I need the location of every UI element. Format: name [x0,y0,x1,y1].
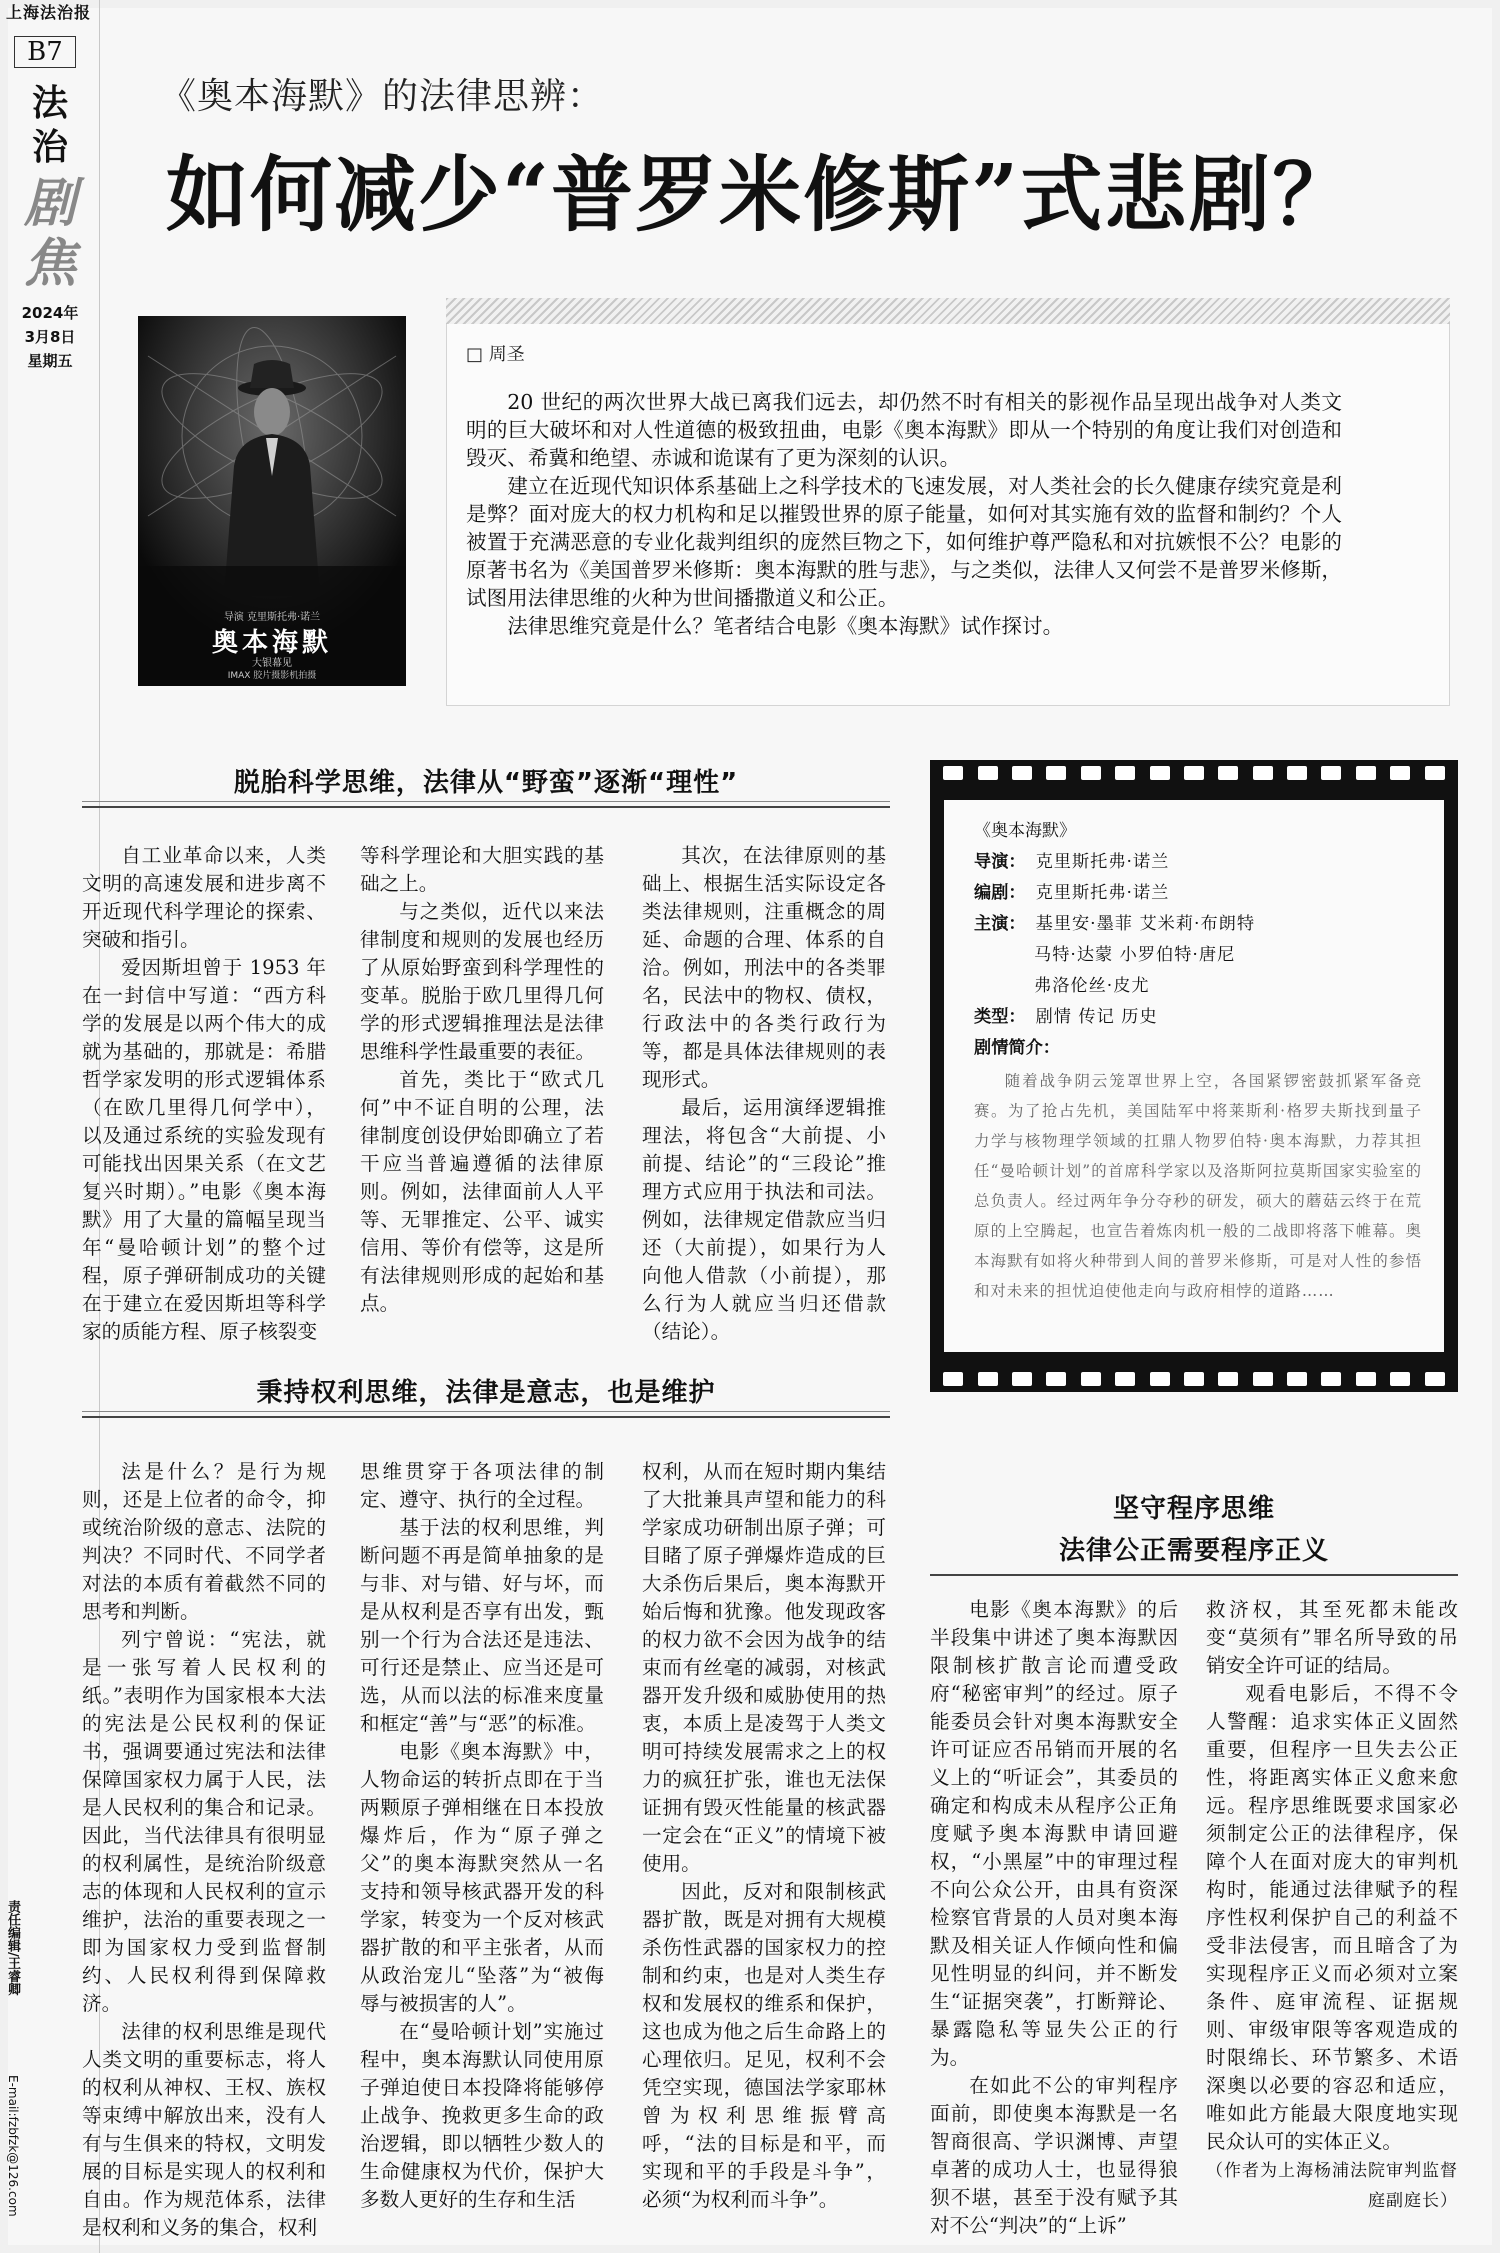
film-value: 克里斯托弗·诺兰 [1035,852,1170,872]
film-hole-icon [1218,1372,1238,1386]
section2-rule [82,1416,890,1418]
poster-director: 导演 克里斯托弗·诺兰 [223,612,321,623]
date-weekday: 星期五 [27,352,73,370]
film-hole-icon [1115,766,1135,780]
film-hole-icon [1390,766,1410,780]
film-hole-icon [978,1372,998,1386]
editor-email[interactable]: E-mail:fzbfzk@126.com [6,2075,20,2217]
synopsis-label: 剧情简介： [974,1038,1060,1058]
film-hole-icon [1356,1372,1376,1386]
film-hole-icon [943,766,963,780]
rail-char-4: 焦 [23,233,76,294]
paragraph: 电影《奥本海默》的后半段集中讲述了奥本海默因限制核扩散言论而遭受政府“秘密审判”的经过。原子能委员会针对奥本海默安全许可证应否吊销而开展的名义上的“听证会”，其委员的确定和构成未从程序公正角度赋予奥本海默申请回避权，“小黑屋”中的审理过程不向公众公开，由具有资深检察官背景的人员对奥本海默及相关证人作倾向性和偏见性明显的纠问，并不断发生“证据突袭”，打断辩论、暴露隐私等显失公正的行为。 [930,1598,1178,2069]
section2-header [82,1372,890,1412]
film-label: 导演： [974,852,1026,872]
film-hole-icon [1081,766,1101,780]
film-cast-line: 弗洛伦丝·皮尤 [1034,976,1150,996]
paragraph: 观看电影后，不得不令人警醒：追求实体正义固然重要，但程序一旦失去公正性，将距离实体正义愈来愈远。程序思维既要求国家必须制定公正的法律程序，保障个人在面对庞大的审判机构时，能通过法律赋予的程序性权利保护自己的利益不受非法侵害，而且暗含了为实现程序正义而必须对立案条件、庭审流程、证据规则、审级审限等客观造成的时限绵长、环节繁多、术语深奥以必要的容忍和适应，唯如此方能最大限度地实现民众认可的实体正义。 [1206,1682,1458,2153]
film-title: 《奥本海默》 [974,821,1076,841]
lead-paragraph: 20 世纪的两次世界大战已离我们远去，却仍然不时有相关的影视作品呈现出战争对人类文明的巨大破坏和对人性道德的极致扭曲，电影《奥本海默》即从一个特别的角度让我们对创造和毁灭、希冀和绝望、赤诚和诡谋有了更为深刻的认识。 [466,390,1342,470]
section2-title: 秉持权利思维，法律是意志，也是维护 [256,1378,716,1408]
film-hole-icon [1012,1372,1032,1386]
section1-title: 脱胎科学思维，法律从“野蛮”逐渐“理性” [233,768,739,798]
film-hole-icon [1321,1372,1341,1386]
paragraph: 最后，运用演绎逻辑推理法，将包含“大前提、小前提、结论”的“三段论”推理方式应用于执法和司法。例如，法律规定借款应当归还（大前提），如果行为人向他人借款（小前提），那么行为人就应当归还借款（结论）。 [642,1096,886,1343]
paragraph: 因此，反对和限制核武器扩散，既是对拥有大规模杀伤性武器的国家权力的控制和约束，也是对人类生存权和发展权的维系和保护，这也成为他之后生命路上的心理依归。足见，权利不会凭空实现，德国法学家耶林曾为权利思维振臂高呼，“法的目标是和平，而实现和平的手段是斗争”，必须“为权利而斗争”。 [642,1880,886,2211]
section3-column-1 [930,1596,1178,2240]
paragraph: 其次，在法律原则的基础上、根据生活实际设定各类法律规则，注重概念的周延、命题的合理、体系的自洽。例如，刑法中的各类罪名，民法中的物权、债权，行政法中的各类行政行为等，都是具体法律规则的表现形式。 [642,844,886,1091]
movie-poster [138,316,406,686]
film-hole-icon [1184,766,1204,780]
paragraph: 电影《奥本海默》中，人物命运的转折点即在于当两颗原子弹相继在日本投放爆炸后，作为“原子弹之父”的奥本海默突然从一名支持和领导核武器开发的科学家，转变为一个反对核武器扩散的和平主张者，从而从政治宠儿“坠落”为“被侮辱与被损害的人”。 [360,1740,604,2015]
synopsis-text: 随着战争阴云笼罩世界上空，各国紧锣密鼓抓紧军备竞赛。为了抢占先机，美国陆军中将莱斯利·格罗夫斯找到量子力学与核物理学领域的扛鼎人物罗伯特·奥本海默，力荐其担任“曼哈顿计划”的首席科学家以及洛斯阿拉莫斯国家实验室的总负责人。经过两年争分夺秒的研发，硕大的蘑菇云终于在荒原的上空腾起，也宣告着炼肉机一般的二战即将落下帷幕。奥本海默有如将火种带到人间的普罗米修斯，可是对人性的参悟和对未来的担忧迫使他走向与政府相悖的道路…… [974,1072,1422,1300]
paragraph: 思维贯穿于各项法律的制定、遵守、执行的全过程。 [360,1460,604,1511]
film-hole-icon [1356,766,1376,780]
paragraph: 法律的权利思维是现代人类文明的重要标志，将人的权利从神权、王权、族权等束缚中解放出来，没有人有与生俱来的特权，文明发展的目标是实现人的权利和自由。作为规范体系，法律是权利和义务的集合，权利 [82,2020,326,2239]
date-day: 3月8日 [24,328,76,346]
film-strip-holes-bottom [930,1366,1458,1392]
poster-format: IMAX 胶片摄影机拍摄 [227,671,317,681]
film-hole-icon [1081,1372,1101,1386]
rail-char-3: 剧 [23,173,76,234]
paragraph: 法是什么？是行为规则，还是上位者的命令，抑或统治阶级的意志、法院的判决？不同时代、不同学者对法的本质有着截然不同的思考和判断。 [82,1460,326,1623]
paragraph: 在“曼哈顿计划”实施过程中，奥本海默认同使用原子弹迫使日本投降将能够停止战争、挽救更多生命的政治逻辑，即以牺牲少数人的生命健康权为代价，保护大多数人更好的生存和生活 [360,2020,604,2211]
section1-column-3 [642,842,886,1346]
paragraph: 等科学理论和大胆实践的基础之上。 [360,844,604,895]
section3-title-line1: 坚守程序思维 [1112,1494,1275,1524]
film-info-content [944,800,1444,1352]
paragraph: 权利，从而在短时期内集结了大批兼具声望和能力的科学家成功研制出原子弹；可目睹了原子弹爆炸造成的巨大杀伤后果后，奥本海默开始后悔和犹豫。他发现政客的权力欲不会因为战争的结束而有丝毫的减弱，对核武器开发升级和威胁使用的热衷，本质上是凌驾于人类文明可持续发展需求之上的权力的疯狂扩张，谁也无法保证拥有毁灭性能量的核武器一定会在“正义”的情境下被使用。 [642,1460,886,1875]
lead-pattern-bar [446,298,1450,324]
section2-column-1 [82,1458,326,2242]
film-label: 类型： [974,1007,1026,1027]
film-hole-icon [1046,766,1066,780]
paragraph: 自工业革命以来，人类文明的高速发展和进步离不开近现代科学理论的探索、突破和指引。 [82,844,326,951]
film-info-row [974,847,1422,878]
film-hole-icon [978,766,998,780]
film-hole-icon [1150,766,1170,780]
paragraph: 首先，类比于“欧式几何”中不证自明的公理，法律制度创设伊始即确立了若干应当普遍遵循的法律原则。例如，法律面前人人平等、无罪推定、公平、诚实信用、等价有偿等，这是所有法律规则形成的起始和基点。 [360,1068,604,1315]
film-hole-icon [1390,1372,1410,1386]
film-strip-holes-top [930,760,1458,786]
film-info-box [930,760,1458,1392]
section3-title-line2: 法律公正需要程序正义 [1058,1536,1329,1566]
date-year: 2024年 [21,304,79,322]
kicker: 《奥本海默》的法律思辨： [160,76,605,117]
film-value: 基里安·墨菲 艾米莉·布朗特 [1035,914,1256,934]
paragraph: 与之类似，近代以来法律制度和规则的发展也经历了从原始野蛮到科学理性的变革。脱胎于欧几里得几何学的形式逻辑推理法是法律思维科学性最重要的表征。 [360,900,604,1063]
film-hole-icon [1012,766,1032,780]
film-hole-icon [1425,1372,1445,1386]
rail-char-2: 治 [31,126,68,168]
paragraph: 救济权，其至死都未能改变“莫须有”罪名所导致的吊销安全许可证的结局。 [1206,1598,1458,1677]
film-hole-icon [1046,1372,1066,1386]
film-value: 剧情 传记 历史 [1035,1007,1158,1027]
rail-char-1: 法 [31,82,68,124]
film-hole-icon [1253,766,1273,780]
film-hole-icon [1218,766,1238,780]
paragraph: 爱因斯坦曾于 1953 年在一封信中写道：“西方科学的发展是以两个伟大的成就为基础的，那就是：希腊哲学家发明的形式逻辑体系（在欧几里得几何学中），以及通过系统的实验发现有可能找出因果关系（在文艺复兴时期）。”电影《奥本海默》用了大量的篇幅呈现当年“曼哈顿计划”的整个过程，原子弹研制成功的关键在于建立在爱因斯坦等科学家的质能方程、原子核裂变 [82,956,326,1343]
lead-text [466,388,1342,640]
author-credit: （作者为上海杨浦法院审判监督庭副庭长） [1206,2161,1458,2211]
film-label: 主演： [974,914,1026,934]
lead-paragraph: 建立在近现代知识体系基础上之科学技术的飞速发展，对人类社会的长久健康存续究竟是利是弊？面对庞大的权力机构和足以摧毁世界的原子能量，如何对其实施有效的监督和制约？个人被置于充满恶意的专业化裁判组织的庞然巨物之下，如何维护尊严隐私和对抗嫉恨不公？电影的原著书名为《美国普罗米修斯：奥本海默的胜与悲》，与之类似，法律人又何尝不是普罗米修斯，试图用法律思维的火种为世间播撒道义和公正。 [466,474,1342,610]
section1-column-1 [82,842,326,1346]
paragraph: 列宁曾说：“宪法，就是一张写着人民权利的纸。”表明作为国家根本大法的宪法是公民权利的保证书，强调要通过宪法和法律保障国家权力属于人民，法是人民权利的集合和记录。因此，当代法律具有很明显的权利属性，是统治阶级意志的体现和人民权利的宣示维护，法治的重要表现之一即为国家权力受到监督制约、人民权利得到保障救济。 [82,1628,326,2015]
paragraph: 基于法的权利思维，判断问题不再是简单抽象的是与非、对与错、好与坏，而是从权利是否享有出发，甄别一个行为合法还是违法、可行还是禁止、应当还是可选，从而以法的标准来度量和框定“善”与“恶”的标准。 [360,1516,604,1735]
film-hole-icon [1425,766,1445,780]
film-hole-icon [1150,1372,1170,1386]
author-byline: □ 周圣 [466,344,525,365]
film-hole-icon [1321,766,1341,780]
editor-credit: 责任编辑/王睿卿 [5,1900,20,1996]
film-hole-icon [1115,1372,1135,1386]
film-info-row [974,878,1422,909]
section1-column-2 [360,842,604,1318]
section3-column-2 [1206,1596,1458,2216]
film-hole-icon [1287,1372,1307,1386]
film-hole-icon [1287,766,1307,780]
film-hole-icon [1184,1372,1204,1386]
section3-rule [930,1574,1458,1576]
section1-rule [82,806,890,808]
headline: 如何减少“普罗米修斯”式悲剧？ [166,147,1357,243]
film-cast-line: 马特·达蒙 小罗伯特·唐尼 [1034,945,1236,965]
page-number: B7 [14,36,76,68]
film-hole-icon [943,1372,963,1386]
lead-paragraph: 法律思维究竟是什么？笔者结合电影《奥本海默》试作探讨。 [507,614,1064,638]
masthead: 上海法治报 [6,3,92,22]
film-info-row [974,909,1422,940]
section1-header [82,762,890,802]
film-hole-icon [1253,1372,1273,1386]
section3-header [930,1488,1458,1572]
film-info-row [974,1002,1422,1033]
section2-column-2 [360,1458,604,2214]
section2-column-3 [642,1458,886,2214]
film-label: 编剧： [974,883,1026,903]
film-value: 克里斯托弗·诺兰 [1035,883,1170,903]
poster-subtitle: 大银幕见 [252,658,292,669]
paragraph: 在如此不公的审判程序面前，即使奥本海默是一名智商很高、学识渊博、声望卓著的成功人士，也显得狼狈不堪，甚至于没有赋予其对不公“判决”的“上诉” [930,2074,1178,2237]
poster-title: 奥本海默 [211,628,332,658]
